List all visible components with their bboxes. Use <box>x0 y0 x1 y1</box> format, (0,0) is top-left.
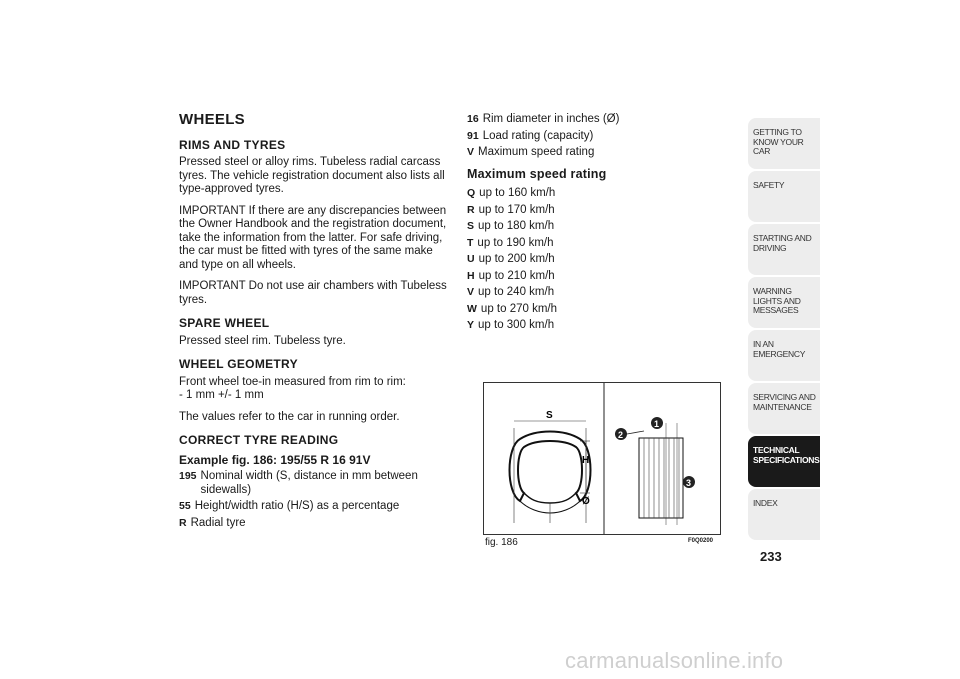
definition-desc: Height/width ratio (H/S) as a percentage <box>194 500 400 512</box>
speed-row <box>467 270 727 284</box>
definition-desc: Nominal width (S, distance in mm between sidewalls) <box>200 470 418 496</box>
definition-term: R <box>179 516 187 529</box>
middle-column <box>467 113 727 336</box>
tab-emergency[interactable]: IN AN EMERGENCY <box>748 330 820 381</box>
speed-code: U <box>467 253 475 265</box>
speed-row <box>467 286 727 300</box>
geometry-text-2: - 1 mm +/- 1 mm <box>179 389 264 401</box>
reading-definitions <box>179 470 451 530</box>
speed-code: H <box>467 269 475 282</box>
label-s: S <box>546 410 553 421</box>
tab-starting-driving[interactable]: STARTING AND DRIVING <box>748 224 820 275</box>
speed-code: W <box>467 302 477 315</box>
speed-code: R <box>467 203 475 216</box>
speed-value: up to 170 km/h <box>478 203 555 216</box>
speed-value: up to 190 km/h <box>477 236 554 249</box>
definition-desc: Load rating (capacity) <box>482 129 594 142</box>
tyre-cross-section <box>510 432 591 514</box>
definition-row <box>179 470 451 497</box>
speed-value: up to 270 km/h <box>480 302 557 315</box>
geometry-text-3: The values refer to the car in running order. <box>179 410 400 423</box>
callout-3-label: 3 <box>686 478 692 488</box>
speed-row <box>467 319 727 333</box>
figure-code: F0Q0200 <box>688 538 714 544</box>
section-title: WHEELS <box>179 111 245 128</box>
definition-term: 91 <box>467 129 479 142</box>
callout-1-label: 1 <box>654 419 660 429</box>
speed-code: S <box>467 220 475 232</box>
tab-getting-to-know[interactable]: GETTING TO KNOW YOUR CAR <box>748 118 820 169</box>
speed-rating-heading: Maximum speed rating <box>467 166 607 181</box>
callout-1 <box>651 417 663 429</box>
definition-term: 55 <box>179 500 191 512</box>
definition-row <box>179 500 451 514</box>
watermark: carmanualsonline.info <box>565 648 784 673</box>
speed-value: up to 180 km/h <box>478 220 555 232</box>
tyre-figure <box>483 382 721 535</box>
speed-code: V <box>467 286 475 298</box>
speed-code: T <box>467 236 474 249</box>
speed-value: up to 160 km/h <box>479 187 556 199</box>
speed-code: Y <box>467 319 475 331</box>
speed-value: up to 200 km/h <box>478 253 555 265</box>
tab-safety[interactable]: SAFETY <box>748 171 820 222</box>
definition-row <box>179 517 451 531</box>
speed-row <box>467 253 727 267</box>
label-h: H <box>582 455 590 466</box>
definition-desc: Radial tyre <box>190 516 246 529</box>
geometry-heading: WHEEL GEOMETRY <box>179 357 298 371</box>
speed-row <box>467 220 727 234</box>
speed-value: up to 210 km/h <box>478 269 555 282</box>
speed-rating-list <box>467 187 727 333</box>
reading-example: Example fig. 186: 195/55 R 16 91V <box>179 452 371 467</box>
important-note-2: IMPORTANT Do not use air chambers with Tubeless tyres. <box>179 280 447 306</box>
speed-row <box>467 187 727 201</box>
tyre-side-view <box>639 438 683 518</box>
definition-term: 195 <box>179 470 197 482</box>
callout-3 <box>683 476 695 488</box>
definition-row <box>467 146 727 160</box>
definition-term: V <box>467 146 475 158</box>
tab-index[interactable]: INDEX <box>748 489 820 540</box>
spare-text: Pressed steel rim. Tubeless tyre. <box>179 334 346 347</box>
figure-caption: fig. 186 <box>485 537 518 548</box>
definition-row <box>467 130 727 144</box>
reading-heading: CORRECT TYRE READING <box>179 433 339 447</box>
speed-row <box>467 204 727 218</box>
rims-text: Pressed steel or alloy rims. Tubeless radial carcass tyres. The vehicle registration document also lists all type-approved tyres. <box>179 156 445 195</box>
important-note-1: IMPORTANT If there are any discrepancies between the Owner Handbook and the registration document, take the information from the latter. For safe driving, the car must be fitted with tyres of the same make and type on all wheels. <box>179 204 447 271</box>
speed-value: up to 300 km/h <box>478 319 555 331</box>
speed-row <box>467 303 727 317</box>
definition-row <box>467 113 727 127</box>
speed-row <box>467 237 727 251</box>
tyre-diagram <box>484 383 720 534</box>
rims-heading: RIMS AND TYRES <box>179 137 286 152</box>
left-column <box>179 113 451 533</box>
spare-heading: SPARE WHEEL <box>179 316 270 330</box>
tab-warning-lights[interactable]: WARNING LIGHTS AND MESSAGES <box>748 277 820 328</box>
chapter-tabs <box>748 118 820 542</box>
tab-servicing[interactable]: SERVICING AND MAINTENANCE <box>748 383 820 434</box>
definition-desc: Maximum speed rating <box>478 146 595 158</box>
speed-code: Q <box>467 187 476 199</box>
label-diameter: Ø <box>582 496 590 507</box>
speed-value: up to 240 km/h <box>478 286 555 298</box>
geometry-text-1: Front wheel toe-in measured from rim to rim: <box>179 375 406 388</box>
tab-technical-specifications[interactable]: TECHNICAL SPECIFICATIONS <box>748 436 820 487</box>
page-number: 233 <box>760 549 782 564</box>
definition-term: 16 <box>467 113 479 125</box>
definition-desc: Rim diameter in inches (Ø) <box>482 113 620 125</box>
callout-2-label: 2 <box>618 430 624 440</box>
